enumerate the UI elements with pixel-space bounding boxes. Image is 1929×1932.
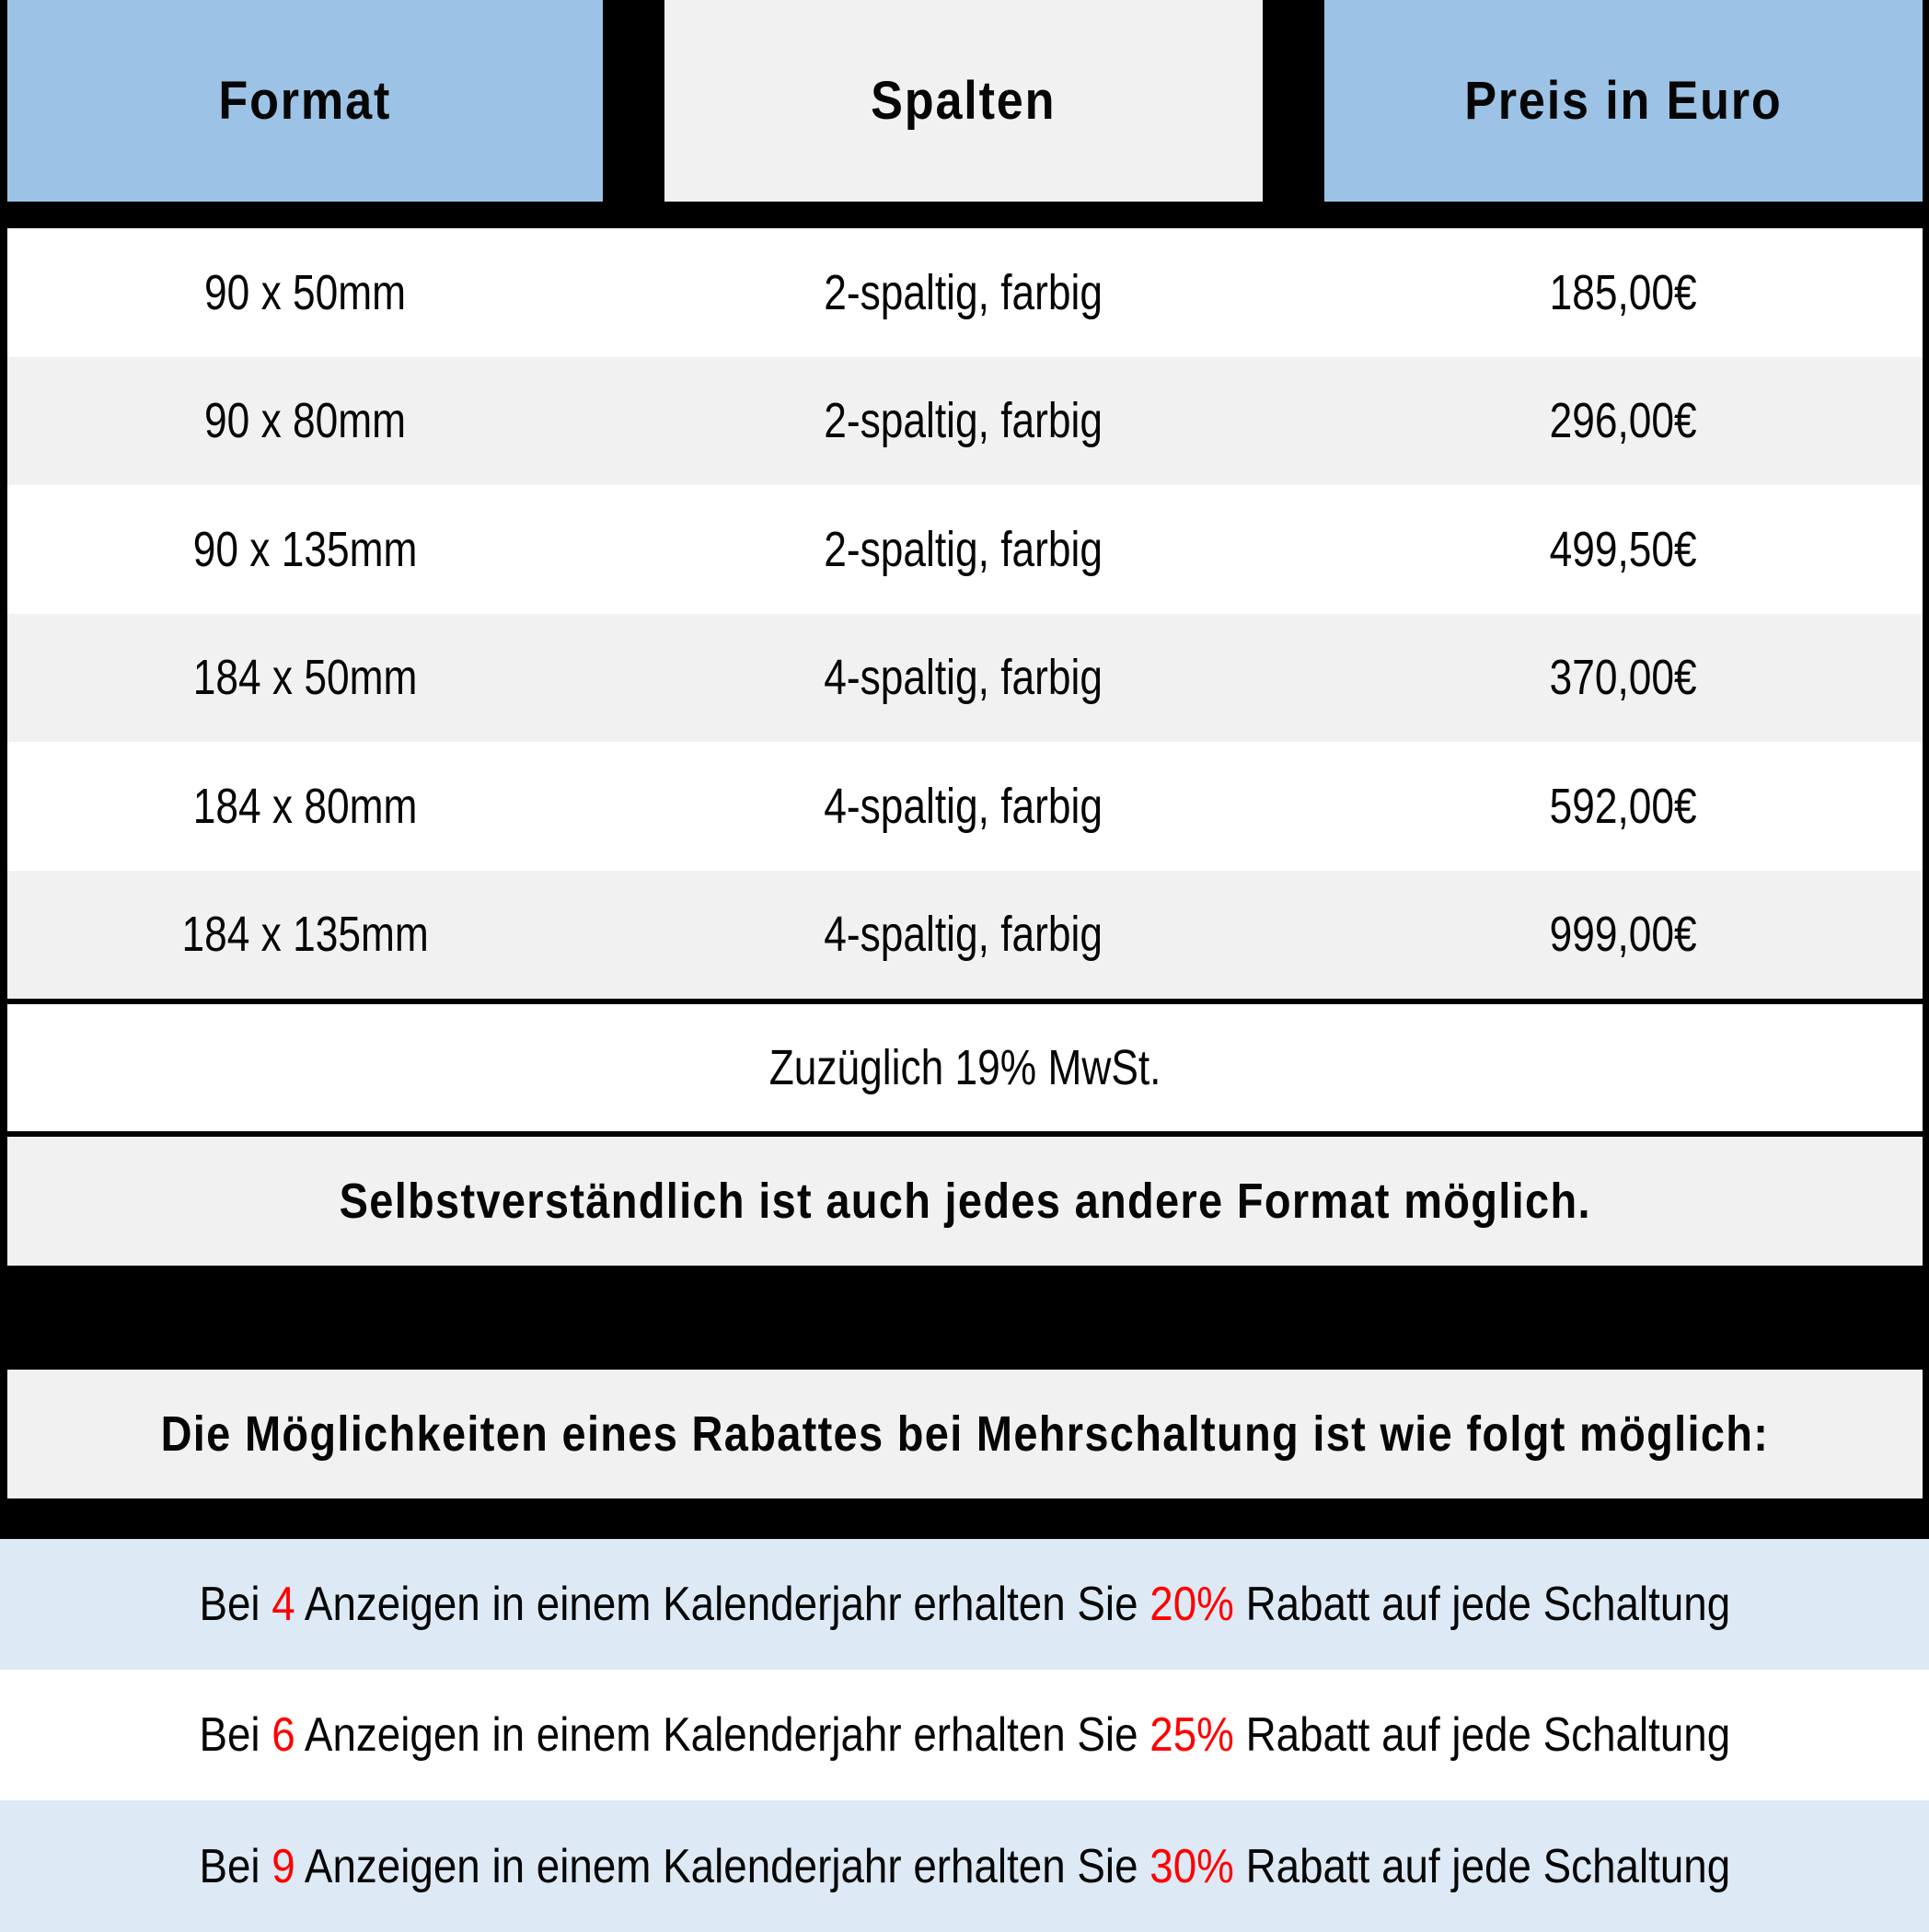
- header-cell-preis: [1324, 0, 1923, 202]
- cell-format: 90 x 135mm: [193, 521, 418, 577]
- cell-preis: 370,00€: [1549, 650, 1697, 706]
- cell-format: 90 x 80mm: [204, 393, 407, 449]
- cell-format: 184 x 80mm: [193, 778, 418, 834]
- cell-preis: 999,00€: [1549, 907, 1697, 963]
- discount-middle: Anzeigen in einem Kalenderjahr erhalten Sie: [295, 1839, 1149, 1893]
- discount-suffix: Rabatt auf jede Schaltung: [1233, 1578, 1730, 1631]
- cell-preis: 499,50€: [1549, 521, 1697, 577]
- cell-preis: 296,00€: [1549, 393, 1697, 449]
- discount-percent: 25%: [1149, 1708, 1234, 1762]
- discount-line: [199, 1577, 1730, 1632]
- section-divider-band: [7, 1266, 1923, 1370]
- other-format-row: [7, 1137, 1923, 1266]
- header-cell-format: [7, 0, 603, 202]
- header-cell-spalten: [664, 0, 1263, 202]
- discount-line: [199, 1839, 1730, 1894]
- cell-spalten: 2-spaltig, farbig: [824, 264, 1103, 320]
- table-row: [7, 614, 1923, 743]
- discount-row: [0, 1539, 1929, 1670]
- discount-prefix: Bei: [199, 1839, 271, 1893]
- discount-line: [199, 1707, 1730, 1763]
- discount-count: 6: [271, 1708, 295, 1762]
- price-table-rows: [7, 228, 1923, 999]
- header-label-preis: Preis in Euro: [1464, 71, 1783, 131]
- vat-note-text: Zuzüglich 19% MwSt.: [768, 1040, 1161, 1095]
- cell-format: 90 x 50mm: [204, 264, 407, 320]
- table-row: [7, 228, 1923, 357]
- cell-spalten: 4-spaltig, farbig: [824, 650, 1103, 706]
- header-label-spalten: Spalten: [871, 71, 1057, 131]
- cell-spalten: 2-spaltig, farbig: [824, 393, 1103, 449]
- table-row: [7, 357, 1923, 486]
- other-format-text: Selbstverständlich ist auch jedes andere Format möglich.: [339, 1174, 1591, 1229]
- header-label-format: Format: [218, 71, 392, 131]
- discount-percent: 20%: [1149, 1578, 1234, 1631]
- table-row: [7, 485, 1923, 614]
- discount-count: 9: [271, 1839, 295, 1893]
- cell-spalten: 4-spaltig, farbig: [824, 778, 1103, 834]
- table-row: [7, 871, 1923, 1000]
- discount-heading-text: Die Möglichkeiten eines Rabattes bei Mehrschaltung ist wie folgt möglich:: [160, 1406, 1770, 1462]
- discount-rows: [0, 1539, 1929, 1932]
- discount-prefix: Bei: [199, 1708, 271, 1762]
- discount-heading-row: [7, 1370, 1923, 1498]
- table-row: [7, 742, 1923, 871]
- header-divider-band: [7, 202, 1923, 228]
- cell-spalten: 4-spaltig, farbig: [824, 907, 1103, 963]
- header-row: [7, 0, 1923, 202]
- discount-suffix: Rabatt auf jede Schaltung: [1233, 1708, 1730, 1762]
- discount-middle: Anzeigen in einem Kalenderjahr erhalten Sie: [295, 1708, 1149, 1762]
- discount-row: [0, 1800, 1929, 1932]
- discount-row: [0, 1670, 1929, 1800]
- discount-count: 4: [271, 1578, 295, 1631]
- cell-spalten: 2-spaltig, farbig: [824, 521, 1103, 577]
- discount-suffix: Rabatt auf jede Schaltung: [1233, 1839, 1730, 1893]
- vat-note-row: [7, 1004, 1923, 1131]
- discount-middle: Anzeigen in einem Kalenderjahr erhalten Sie: [295, 1578, 1149, 1631]
- column-gap: [603, 0, 664, 202]
- discount-prefix: Bei: [199, 1578, 271, 1631]
- discount-percent: 30%: [1149, 1839, 1234, 1893]
- column-gap: [1263, 0, 1324, 202]
- cell-preis: 592,00€: [1549, 778, 1697, 834]
- cell-preis: 185,00€: [1549, 264, 1697, 320]
- bottom-divider-band: [7, 1498, 1923, 1539]
- cell-format: 184 x 50mm: [193, 650, 418, 706]
- cell-format: 184 x 135mm: [181, 907, 430, 963]
